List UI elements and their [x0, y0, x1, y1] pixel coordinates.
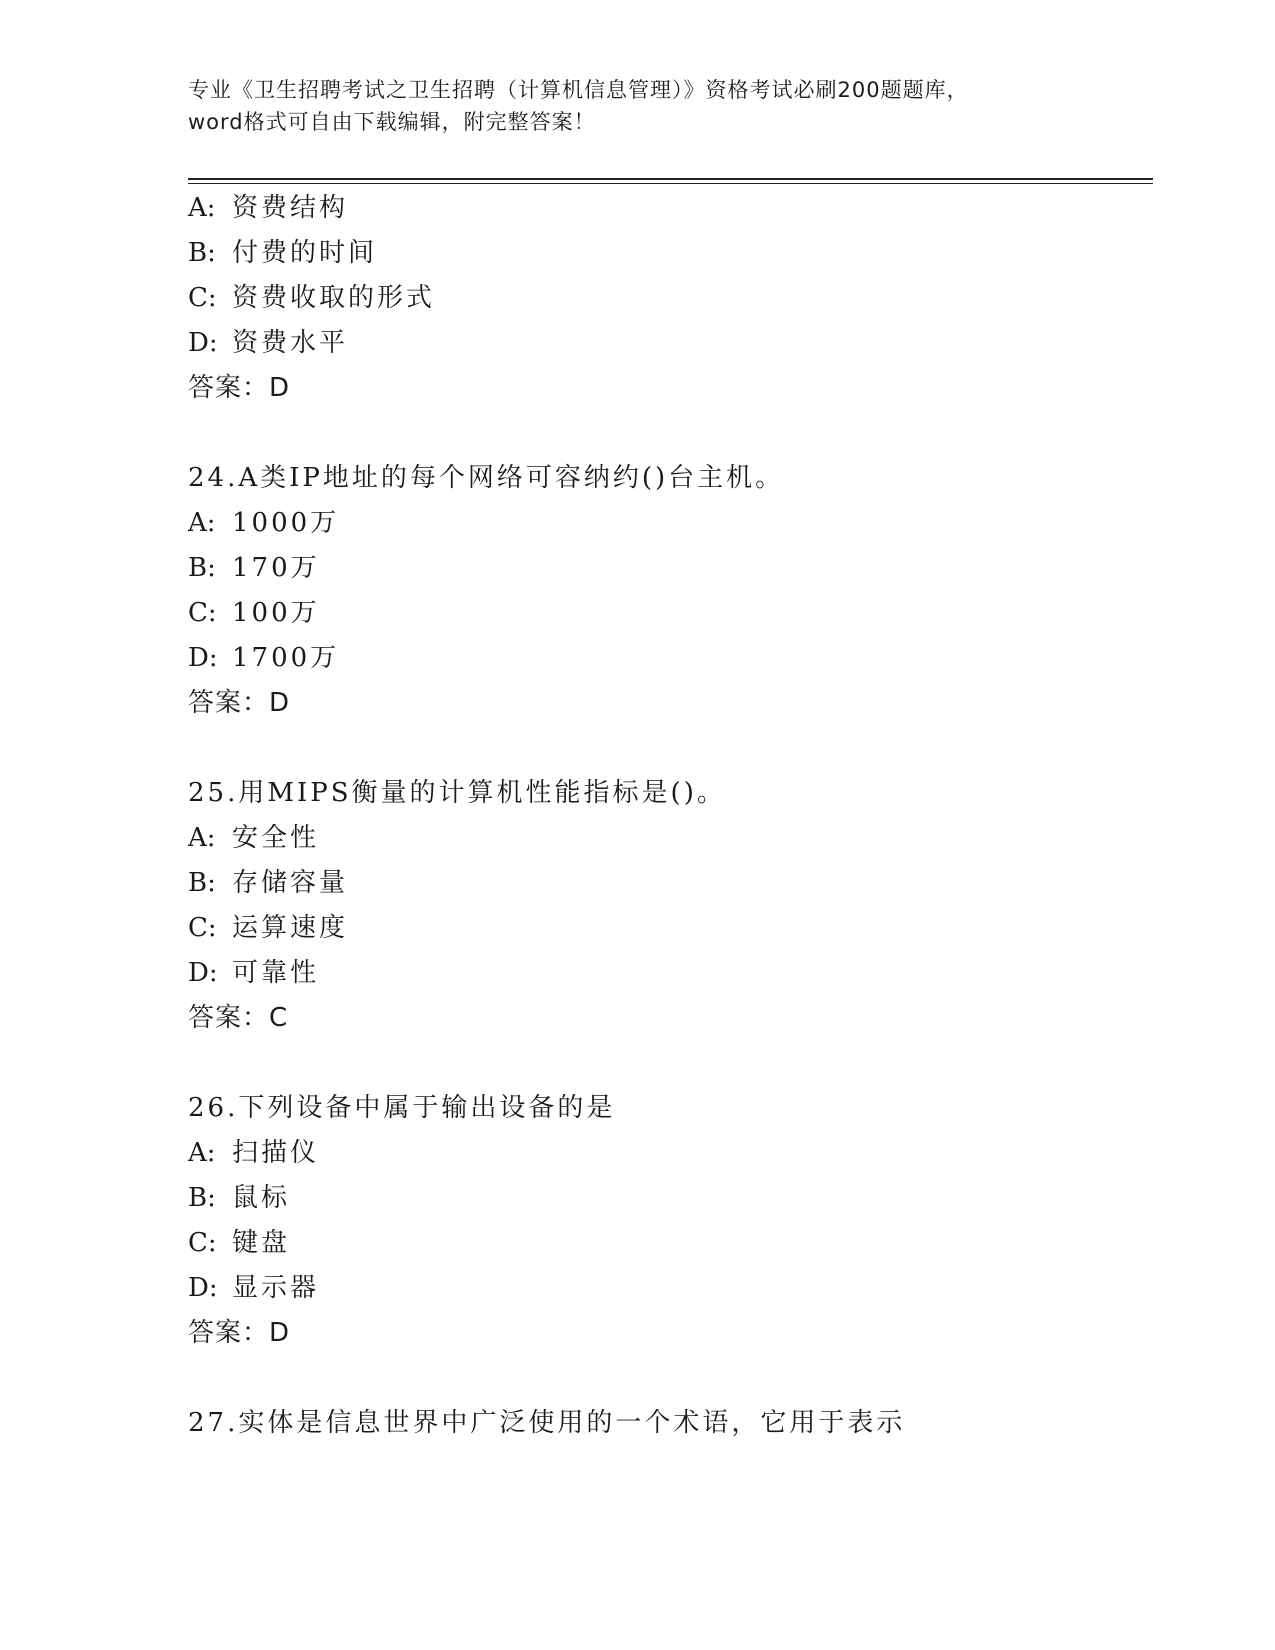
- header-line-1: 专业《卫生招聘考试之卫生招聘（计算机信息管理）》资格考试必刷200题题库，: [188, 78, 969, 102]
- q24-option-a: A: 1000万: [188, 508, 340, 538]
- header-divider-thin: [188, 183, 1153, 184]
- q25-option-a: A: 安全性: [188, 823, 320, 853]
- q24-option-c: C: 100万: [188, 598, 320, 628]
- q24-option-d: D: 1700万: [188, 643, 340, 673]
- header-divider-thick: [188, 178, 1153, 180]
- q25-question: 25.用MIPS衡量的计算机性能指标是()。: [188, 778, 726, 808]
- q23-option-b: B: 付费的时间: [188, 238, 378, 268]
- q25-option-c: C: 运算速度: [188, 913, 349, 943]
- q24-answer: 答案：D: [188, 688, 291, 718]
- q23-answer: 答案：D: [188, 373, 291, 403]
- q25-option-d: D: 可靠性: [188, 958, 320, 988]
- document-header: [188, 74, 1088, 138]
- q26-option-b: B: 鼠标: [188, 1183, 291, 1213]
- q26-option-d: D: 显示器: [188, 1273, 320, 1303]
- q24-question: 24.A类IP地址的每个网络可容纳约()台主机。: [188, 463, 785, 493]
- q24-option-b: B: 170万: [188, 553, 320, 583]
- q27-question: 27.实体是信息世界中广泛使用的一个术语，它用于表示: [188, 1408, 906, 1438]
- q26-question: 26.下列设备中属于输出设备的是: [188, 1093, 616, 1123]
- header-line-2: word格式可自由下载编辑，附完整答案！: [188, 110, 596, 134]
- q26-answer: 答案：D: [188, 1318, 291, 1348]
- q23-option-c: C: 资费收取的形式: [188, 283, 436, 313]
- q23-option-a: A: 资费结构: [188, 193, 349, 223]
- q23-option-d: D: 资费水平: [188, 328, 349, 358]
- q26-option-c: C: 键盘: [188, 1228, 291, 1258]
- q26-option-a: A: 扫描仪: [188, 1138, 320, 1168]
- q25-answer: 答案：C: [188, 1003, 289, 1033]
- q25-option-b: B: 存储容量: [188, 868, 349, 898]
